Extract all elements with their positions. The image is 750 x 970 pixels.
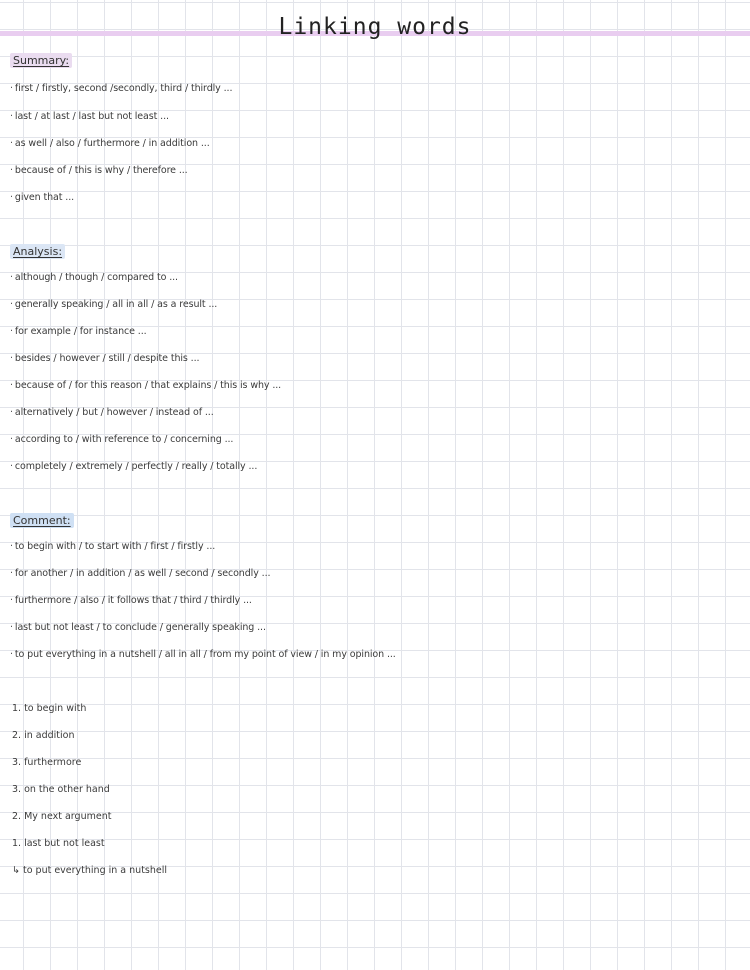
analysis-item: · alternatively / but / however / instead of ... bbox=[10, 407, 214, 418]
comment-item: · last but not least / to conclude / generally speaking ... bbox=[10, 622, 266, 633]
summary-item: · given that ... bbox=[10, 192, 75, 203]
comment-item: · furthermore / also / it follows that / third / thirdly ... bbox=[10, 595, 252, 606]
analysis-item: · according to / with reference to / concerning ... bbox=[10, 434, 234, 445]
comment-heading: Comment: bbox=[10, 513, 74, 528]
numbered-item: ↳ to put everything in a nutshell bbox=[12, 865, 168, 876]
page-title: Linking words bbox=[278, 14, 472, 40]
numbered-item: 1. last but not least bbox=[12, 838, 105, 849]
summary-item: · first / firstly, second /secondly, third / thirdly ... bbox=[10, 83, 233, 94]
analysis-item: · completely / extremely / perfectly / really / totally ... bbox=[10, 461, 258, 472]
comment-item: · for another / in addition / as well / second / secondly ... bbox=[10, 568, 271, 579]
analysis-item: · besides / however / still / despite this ... bbox=[10, 353, 200, 364]
numbered-item: 2. in addition bbox=[12, 730, 75, 741]
numbered-item: 3. furthermore bbox=[12, 757, 82, 768]
numbered-item: 3. on the other hand bbox=[12, 784, 110, 795]
analysis-item: · although / though / compared to ... bbox=[10, 272, 178, 283]
summary-heading: Summary: bbox=[10, 53, 72, 68]
summary-item: · as well / also / furthermore / in addition ... bbox=[10, 138, 210, 149]
summary-item: · last / at last / last but not least ... bbox=[10, 111, 169, 122]
numbered-item: 2. My next argument bbox=[12, 811, 112, 822]
summary-item: · because of / this is why / therefore ... bbox=[10, 165, 188, 176]
numbered-item: 1. to begin with bbox=[12, 703, 87, 714]
comment-item: · to begin with / to start with / first / firstly ... bbox=[10, 541, 216, 552]
analysis-heading: Analysis: bbox=[10, 244, 65, 259]
analysis-item: · generally speaking / all in all / as a result ... bbox=[10, 299, 218, 310]
analysis-item: · for example / for instance ... bbox=[10, 326, 147, 337]
analysis-item: · because of / for this reason / that explains / this is why ... bbox=[10, 380, 282, 391]
comment-item: · to put everything in a nutshell / all in all / from my point of view / in my opinion ... bbox=[10, 649, 396, 660]
